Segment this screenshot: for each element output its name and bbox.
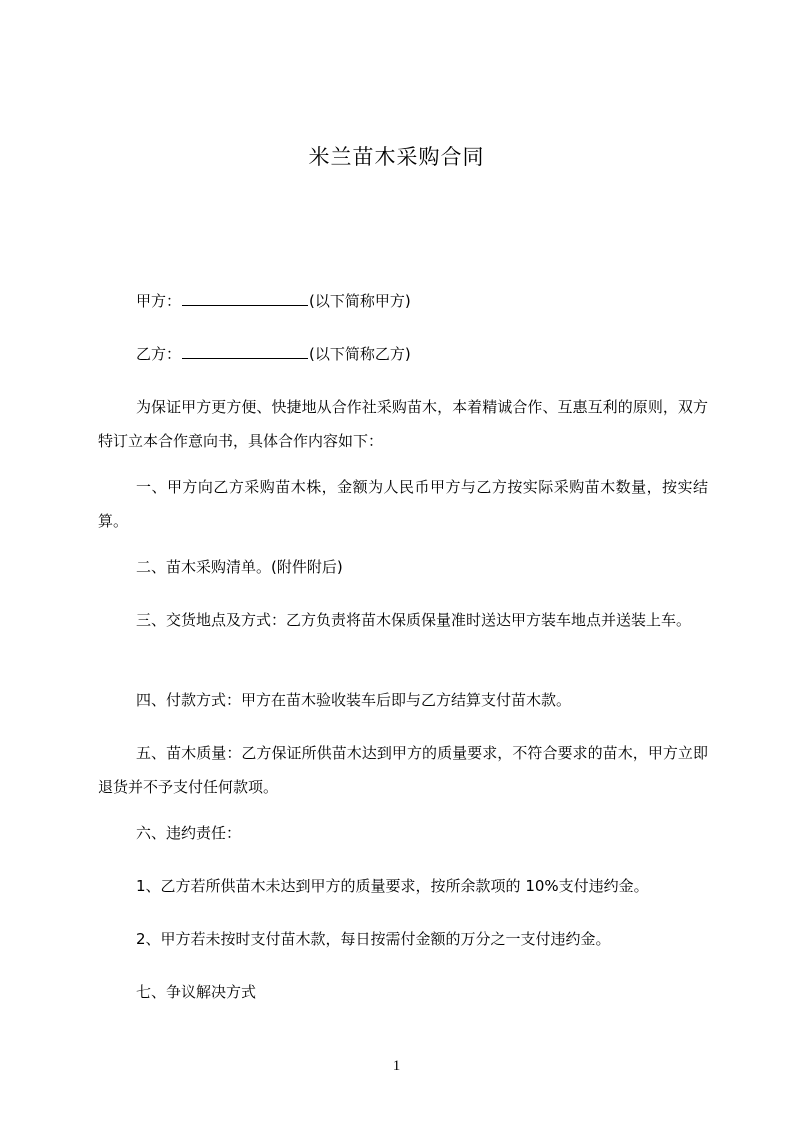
party-a-line	[136, 291, 411, 311]
party-a-label: 甲方：	[136, 292, 182, 310]
party-b-line	[136, 344, 411, 364]
clause-2: 二、苗木采购清单。(附件附后)	[136, 558, 343, 576]
party-b-blank	[182, 344, 308, 359]
clause-4: 四、付款方式：甲方在苗木验收装车后即与乙方结算支付苗木款。	[136, 691, 572, 709]
page-number: 1	[392, 1058, 401, 1074]
party-b-label: 乙方：	[136, 345, 182, 363]
intro-paragraph: 为保证甲方更方便、快捷地从合作社采购苗木，本着精诚合作、互惠互利的原则，双方特订立本合作意向书，具体合作内容如下：	[98, 398, 708, 450]
clause-3: 三、交货地点及方式：乙方负责将苗木保质保量准时送达甲方装车地点并送装上车。	[136, 611, 692, 629]
document-title: 米兰苗木采购合同	[308, 145, 485, 169]
party-a-blank	[182, 291, 308, 306]
clause-6-item-2: 2、甲方若未按时支付苗木款，每日按需付金额的万分之一支付违约金。	[136, 930, 611, 948]
clause-6: 六、违约责任：	[136, 824, 242, 842]
party-a-suffix: (以下简称甲方)	[309, 292, 411, 310]
party-b-suffix: (以下简称乙方)	[309, 345, 411, 363]
clause-6-item-1: 1、乙方若所供苗木未达到甲方的质量要求，按所余款项的 10%支付违约金。	[136, 877, 649, 895]
clause-5: 五、苗木质量：乙方保证所供苗木达到甲方的质量要求，不符合要求的苗木，甲方立即退货并不予支付任何款项。	[98, 744, 708, 796]
clause-1: 一、甲方向乙方采购苗木株，金额为人民币甲方与乙方按实际采购苗木数量，按实结算。	[98, 478, 708, 530]
clause-7: 七、争议解决方式	[136, 983, 257, 1001]
